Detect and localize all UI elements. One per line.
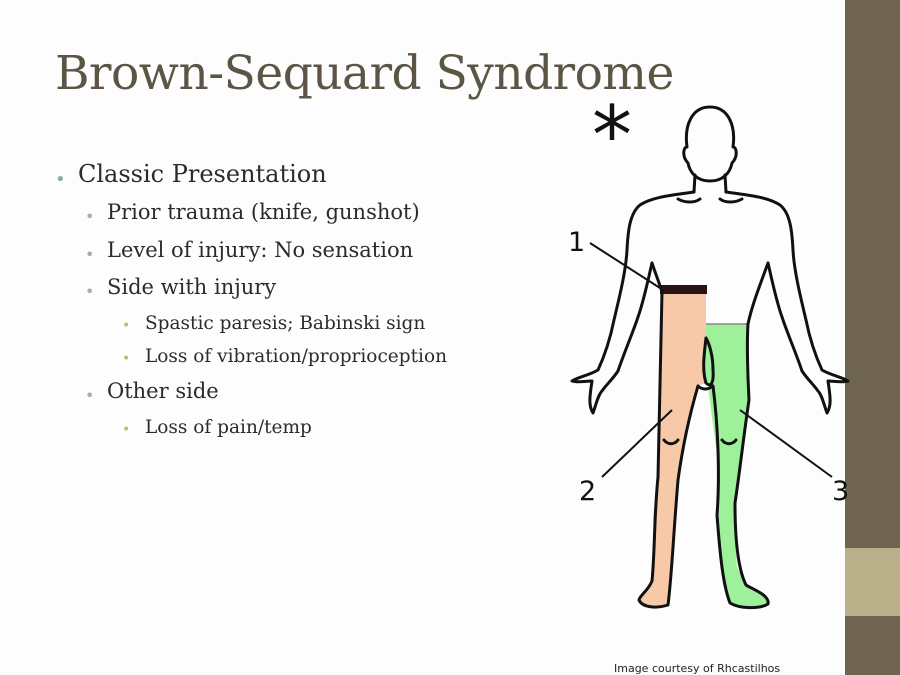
bullet-dot: • — [122, 422, 131, 438]
bullet-item: Loss of pain/temp — [145, 417, 312, 438]
image-credit: Image courtesy of Rhcastilhos — [614, 662, 781, 675]
label-1: 1 — [568, 227, 586, 258]
sidebar-band-middle — [845, 548, 900, 616]
label-2: 2 — [579, 476, 597, 507]
bullet-item: Loss of vibration/proprioception — [145, 346, 447, 367]
bullet-dot: • — [122, 318, 131, 334]
bullet-dot: • — [55, 169, 66, 190]
bullet-item: Classic Presentation — [78, 160, 327, 188]
bullet-item: Level of injury: No sensation — [107, 238, 414, 262]
sidebar-band-bottom — [845, 616, 900, 675]
bullet-item: Spastic paresis; Babinski sign — [145, 313, 426, 334]
sidebar-band-top — [845, 0, 900, 548]
label-3: 3 — [832, 476, 850, 507]
body-diagram — [560, 95, 850, 625]
bullet-dot: • — [122, 351, 131, 367]
asterisk-mark: * — [592, 95, 632, 182]
bullet-item: Other side — [107, 379, 219, 403]
bullet-item: Side with injury — [107, 275, 277, 299]
leader-line-3 — [740, 410, 832, 477]
leader-line-1 — [590, 243, 660, 288]
bullet-dot: • — [85, 386, 95, 405]
bullet-dot: • — [85, 245, 95, 264]
other-side-region — [706, 324, 768, 608]
bullet-dot: • — [85, 207, 95, 226]
bullet-dot: • — [85, 282, 95, 301]
decorative-sidebar — [845, 0, 900, 675]
slide-title: Brown-Sequard Syndrome — [55, 46, 674, 101]
injury-level-band — [660, 285, 707, 294]
bullet-item: Prior trauma (knife, gunshot) — [107, 200, 420, 224]
